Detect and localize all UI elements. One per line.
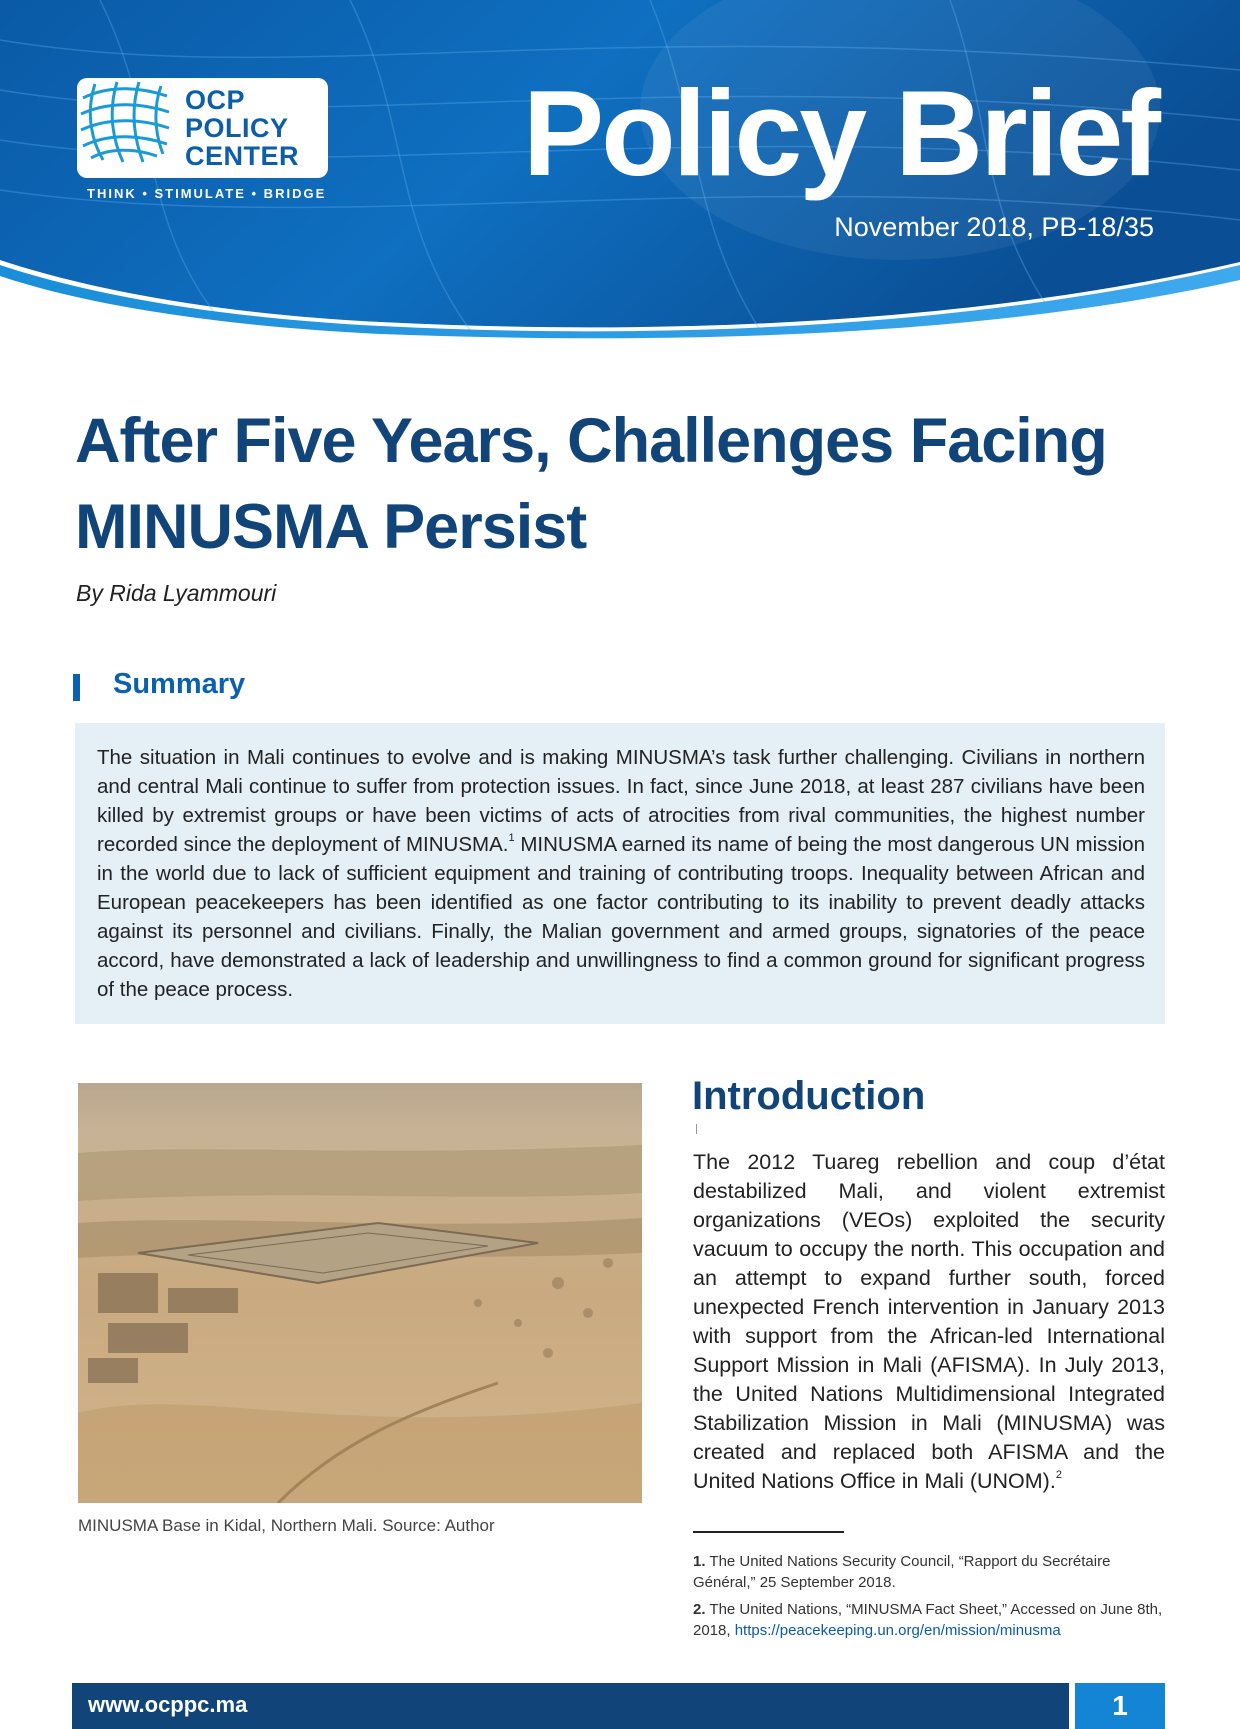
author-byline: By Rida Lyammouri [76, 580, 277, 606]
logo-line-center: CENTER [185, 141, 300, 171]
footnotes [693, 1551, 1165, 1647]
footnote-1-number: 1. [693, 1553, 706, 1570]
footnote-1-text: The United Nations Security Council, “Rapport du Secrétaire Général,” 25 September 2018. [693, 1553, 1111, 1591]
page-number: 1 [1075, 1683, 1165, 1729]
footnote-2-link[interactable]: https://peacekeeping.un.org/en/mission/minusma [734, 1622, 1061, 1639]
logo-text [185, 86, 299, 170]
text-cursor-mark [696, 1124, 697, 1134]
ocp-globe-icon [77, 78, 173, 164]
aerial-desert-image [78, 1083, 642, 1503]
summary-box [75, 723, 1165, 1024]
footer-website-link[interactable]: www.ocppc.ma [88, 1692, 248, 1717]
publication-date: November 2018, PB-18/35 [834, 212, 1154, 242]
tagline: THINK • STIMULATE • BRIDGE [87, 186, 327, 201]
introduction-body: The 2012 Tuareg rebellion and coup d’état destabilized Mali, and violent extremist organizations (VEOs) exploited the security vacuum to occupy the north. This occupation and an attempt to expand further south, forced unexpected French intervention in January 2013 with support from the African-led International Support Mission in Mali (AFISMA). In July 2013, the United Nations Multidimensional Integrated Stabilization Mission in Mali (MINUSMA) was created and replaced both AFISMA and the United Nations Office in Mali (UNOM). [693, 1150, 1165, 1493]
footnote-2-text: The United Nations, “MINUSMA Fact Sheet,” Accessed on June 8th, 2018, [693, 1601, 1163, 1639]
footnote-2-number: 2. [693, 1601, 706, 1618]
logo-line-ocp: OCP [185, 85, 246, 115]
summary-text-part1: The situation in Mali continues to evolve and is making MINUSMA’s task further challenging. Civilians in northern and central Mali continue to suffer from protection issues. In fact, since June 2018, at least 287 civilians have been killed by extremist groups or have been victims of acts of atrocities from rival communities, the highest number recorded since the deployment of MINUSMA. [97, 746, 1145, 856]
logo[interactable] [77, 78, 328, 178]
introduction-heading: Introduction [692, 1074, 926, 1118]
header-banner [0, 0, 1240, 340]
logo-line-policy: POLICY [185, 113, 289, 143]
footnote-2 [693, 1599, 1165, 1641]
footnote-ref-2[interactable]: 2 [1055, 1468, 1062, 1481]
summary-text-part2: MINUSMA earned its name of being the most dangerous UN mission in the world due to lack of sufficient equipment and training of contributing troops. Inequality between African and European peacekeepers has been identified as one factor contributing to its inability to prevent deadly attacks against its personnel and civilians. Finally, the Malian government and armed groups, signatories of the peace accord, have demonstrated a lack of leadership and unwillingness to find a common ground for significant progress of the peace process. [97, 833, 1145, 1001]
photo-caption: MINUSMA Base in Kidal, Northern Mali. Source: Author [78, 1516, 495, 1535]
document-title: After Five Years, Challenges Facing MINUSMA Persist [75, 406, 1107, 562]
summary-accent-bar [73, 674, 80, 701]
summary-text [97, 743, 1145, 1004]
kidal-base-photo [78, 1083, 642, 1503]
footnote-1 [693, 1551, 1165, 1593]
footnote-ref-1[interactable]: 1 [508, 832, 515, 845]
publication-type-title: Policy Brief [522, 65, 1158, 201]
introduction-text [693, 1148, 1165, 1496]
summary-heading: Summary [113, 668, 246, 700]
footnote-divider [693, 1531, 844, 1533]
